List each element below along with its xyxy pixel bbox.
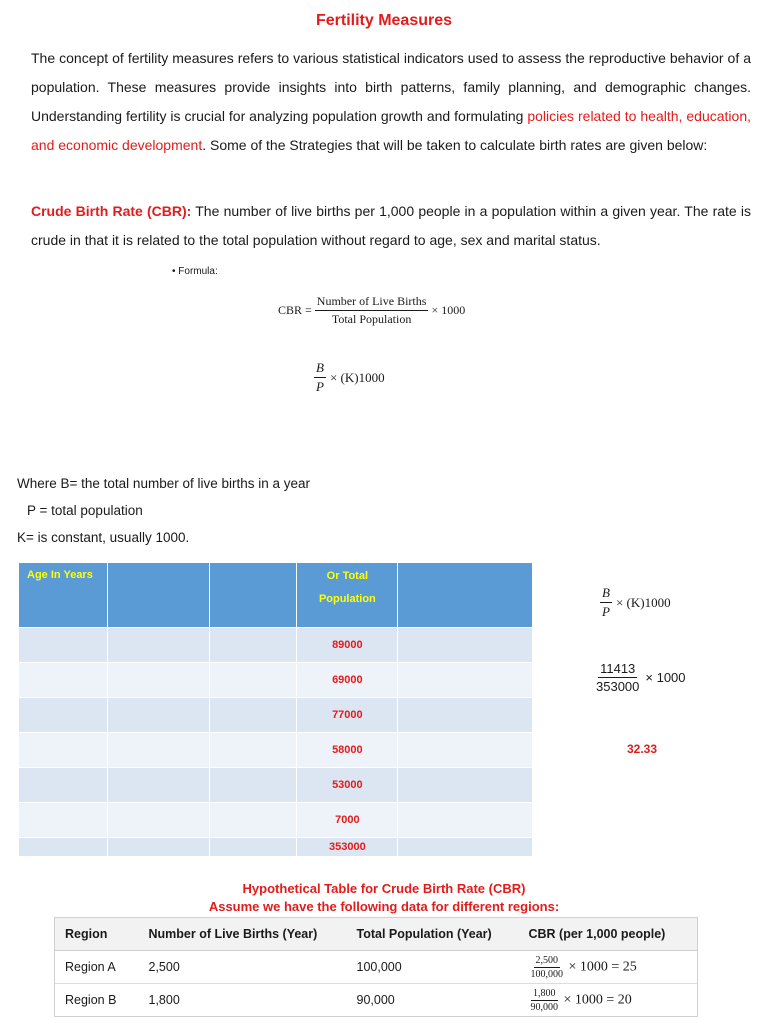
calculation-formula: $\frac{11413}{353000}$ × 1000: [596, 661, 686, 694]
bp-formula-side: $\frac{B}{P}$ × (K)1000: [602, 585, 671, 619]
where-k: K= is constant, usually 1000.: [17, 530, 190, 545]
header-total-population: Total Population (Year): [347, 918, 519, 951]
header-cbr: CBR (per 1,000 people): [519, 918, 698, 951]
header-live-births: Number of Live Births (Year): [139, 918, 347, 951]
population-cell: 53000: [297, 768, 398, 803]
intro-highlight: policies related to health, education, and economic development: [31, 108, 751, 153]
intro-paragraph: The concept of fertility measures refers to various statistical indicators used to assess the reproductive behavior of a population. These measures provide insights into birth patterns, family planning, and demographic changes. Understanding fertility is crucial for analyzing population growth and formulating policies related to health, education, and economic development. Some of the Strategies that will be taken to calculate birth rates are given below:: [31, 50, 751, 153]
cbr-result: 32.33: [627, 742, 658, 756]
where-b: Where B= the total number of live births in a year: [17, 476, 311, 491]
table-row: Region B 1,800 90,000 $\frac{1,800}{90,000}$ × 1000 = 20: [55, 984, 698, 1017]
where-p: P = total population: [27, 503, 143, 518]
population-table: [18, 562, 533, 857]
header-region: Region: [55, 918, 139, 951]
population-cell: 7000: [297, 803, 398, 838]
calc-denominator: 353000: [596, 679, 640, 694]
cbr-formula-multiplier: × 1000: [431, 303, 466, 317]
population-cell: 58000: [297, 733, 398, 768]
hypothetical-title: Hypothetical Table for Crude Birth Rate (CBR) Assume we have the following data for different regions:: [208, 881, 560, 914]
bp-formula: $\frac{B}{P}$ × (K)1000: [316, 360, 385, 394]
formula-label: • Formula:: [172, 266, 218, 277]
page-title: Fertility Measures: [315, 12, 453, 29]
cbr-definition: Crude Birth Rate (CBR): The number of live births per 1,000 people in a population within a given year. The rate is crude in that it is related to the total population without regard to age, sex and marital status.: [31, 203, 751, 248]
cbr-formula-numerator: Number of Live Births: [315, 294, 429, 311]
population-total: 353000: [297, 838, 398, 857]
cbr-formula-denominator: Total Population: [331, 312, 412, 326]
cbr-formula-lhs: CBR =: [278, 303, 312, 317]
cbr-term: Crude Birth Rate (CBR):: [31, 203, 192, 219]
population-cell: 89000: [297, 628, 398, 663]
header-total-population: Or Total Population: [297, 563, 398, 628]
population-cell: 77000: [297, 698, 398, 733]
calc-numerator: 11413: [600, 661, 636, 676]
population-cell: 69000: [297, 663, 398, 698]
cbr-formula: [278, 294, 465, 327]
header-age: Age In Years: [19, 563, 108, 628]
region-table: [54, 917, 698, 1017]
table-row: Region A 2,500 100,000 $\frac{2,500}{100,000}$ × 1000 = 25: [55, 951, 698, 984]
